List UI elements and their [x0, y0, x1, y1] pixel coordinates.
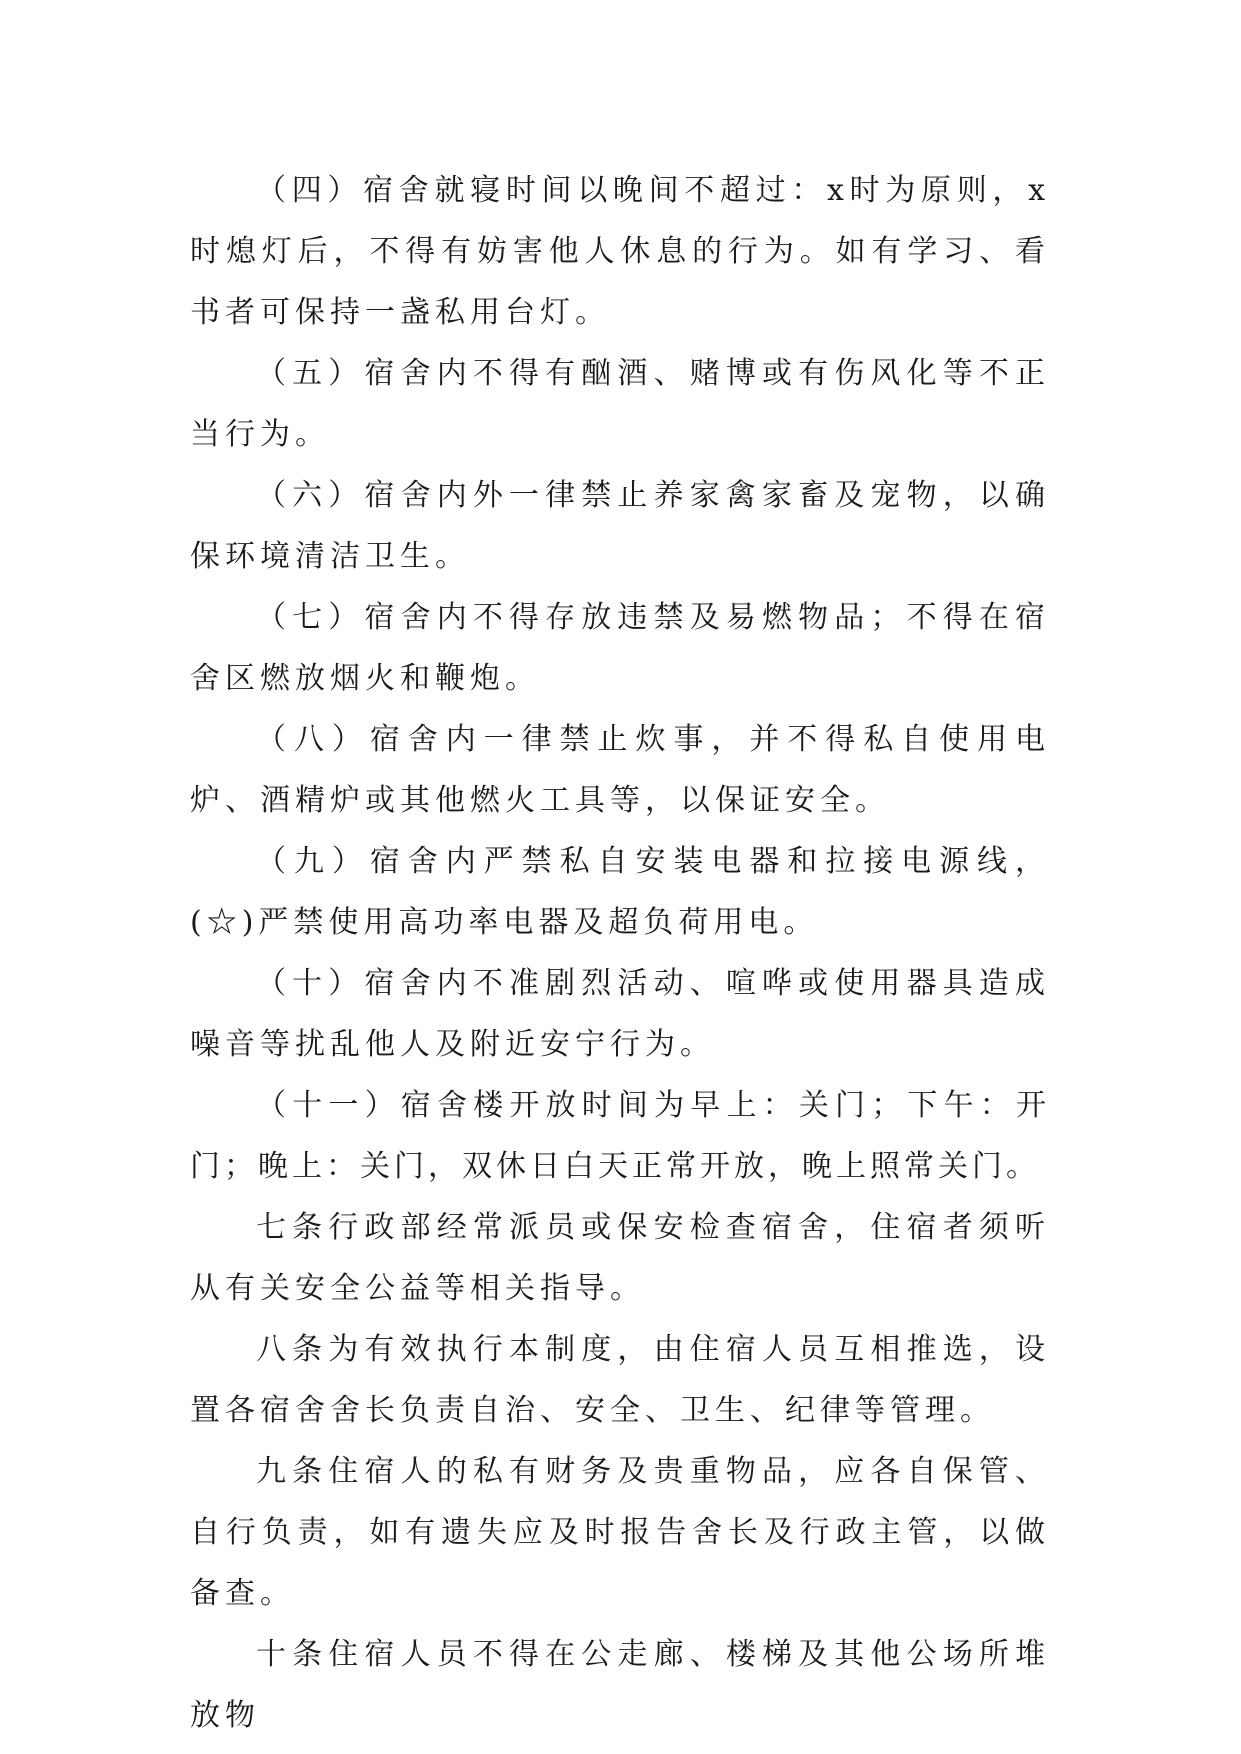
- paragraph-rule-4: （四）宿舍就寝时间以晚间不超过：x时为原则，x时熄灯后，不得有妨害他人休息的行为。如有学习、看书者可保持一盏私用台灯。: [190, 173, 1050, 330]
- paragraph-rule-11: （十一）宿舍楼开放时间为早上：关门；下午：开门；晚上：关门，双休日白天正常开放，晚上照常关门。: [190, 1088, 1050, 1184]
- paragraph-article-7: 七条行政部经常派员或保安检查宿舍，住宿者须听从有关安全公益等相关指导。: [190, 1210, 1050, 1306]
- paragraph-article-9: 九条住宿人的私有财务及贵重物品，应各自保管、自行负责，如有遗失应及时报告舍长及行政主管，以做备查。: [190, 1454, 1050, 1611]
- paragraph-rule-9: （九）宿舍内严禁私自安装电器和拉接电源线，(☆)严禁使用高功率电器及超负荷用电。: [190, 844, 1050, 940]
- paragraph-rule-5: （五）宿舍内不得有酗酒、赌博或有伤风化等不正当行为。: [190, 356, 1050, 452]
- paragraph-rule-8: （八）宿舍内一律禁止炊事，并不得私自使用电炉、酒精炉或其他燃火工具等，以保证安全。: [190, 722, 1050, 818]
- paragraph-article-8: 八条为有效执行本制度，由住宿人员互相推选，设置各宿舍舍长负责自治、安全、卫生、纪律等管理。: [190, 1332, 1050, 1428]
- paragraph-article-10: 十条住宿人员不得在公走廊、楼梯及其他公场所堆放物: [190, 1637, 1050, 1733]
- paragraph-rule-6: （六）宿舍内外一律禁止养家禽家畜及宠物，以确保环境清洁卫生。: [190, 478, 1050, 574]
- document-body: [190, 160, 1050, 1746]
- paragraph-rule-10: （十）宿舍内不准剧烈活动、喧哗或使用器具造成噪音等扰乱他人及附近安宁行为。: [190, 966, 1050, 1062]
- paragraph-rule-7: （七）宿舍内不得存放违禁及易燃物品；不得在宿舍区燃放烟火和鞭炮。: [190, 600, 1050, 696]
